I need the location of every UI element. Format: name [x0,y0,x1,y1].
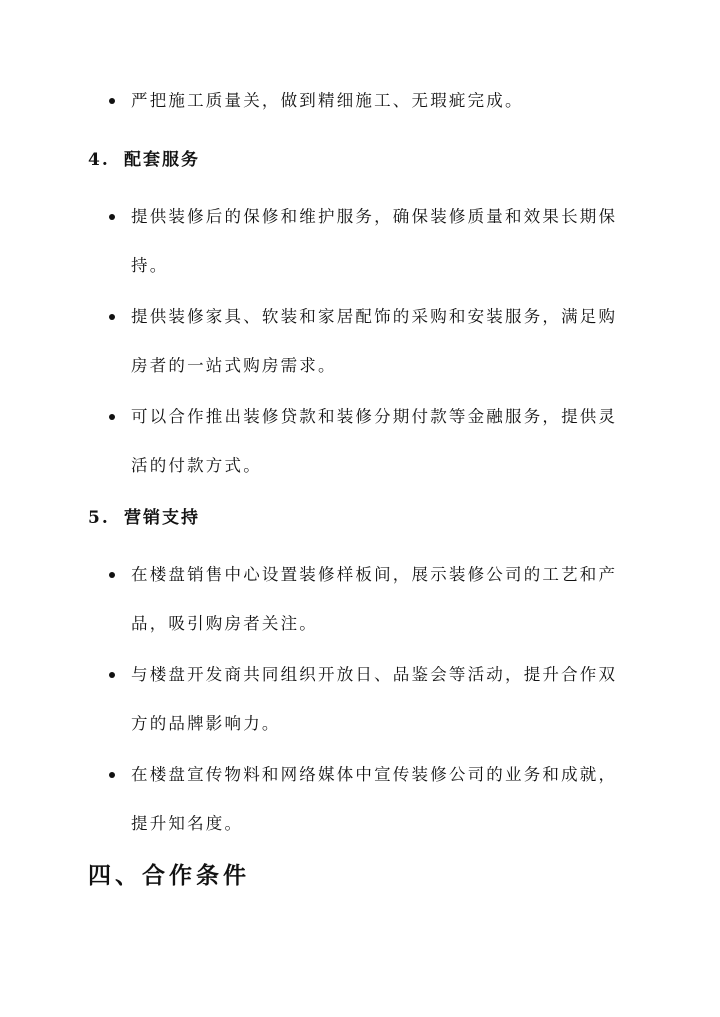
list-item [131,192,631,290]
section-title: 配套服务 [124,150,200,170]
list-item-line: 活的付款方式。 [131,456,262,475]
list-item-line: 提供装修家具、软装和家居配饰的采购和安装服务，满足购 [131,307,618,326]
list-bullet [109,314,115,320]
list-item [131,650,631,748]
list-item [131,76,631,125]
list-item-text: 严把施工质量关，做到精细施工、无瑕疵完成。 [131,91,524,110]
section-number: 5. [88,508,110,528]
section-heading-4 [88,145,200,170]
list-item-line: 持。 [131,256,169,275]
list-item-line: 与楼盘开发商共同组织开放日、品鉴会等活动，提升合作双 [131,665,618,684]
list-bullet [109,672,115,678]
list-bullet [109,414,115,420]
list-item [131,292,631,390]
section-number: 4. [88,150,110,170]
list-bullet [109,572,115,578]
section-title: 营销支持 [124,508,200,528]
list-item-line: 房者的一站式购房需求。 [131,356,337,375]
list-item-line: 可以合作推出装修贷款和装修分期付款等金融服务，提供灵 [131,407,618,426]
list-item [131,550,631,648]
list-item-line: 品，吸引购房者关注。 [131,614,318,633]
list-item-line: 提供装修后的保修和维护服务，确保装修质量和效果长期保 [131,207,618,226]
section-heading-5 [88,503,200,528]
list-item-line: 在楼盘宣传物料和网络媒体中宣传装修公司的业务和成就， [131,765,618,784]
chapter-heading: 四、合作条件 [88,862,250,889]
list-bullet [109,772,115,778]
list-bullet [109,98,115,104]
list-item [131,392,631,490]
list-item [131,750,631,848]
list-bullet [109,214,115,220]
list-item-line: 方的品牌影响力。 [131,714,281,733]
list-item-line: 在楼盘销售中心设置装修样板间，展示装修公司的工艺和产 [131,565,618,584]
list-item-line: 提升知名度。 [131,814,244,833]
